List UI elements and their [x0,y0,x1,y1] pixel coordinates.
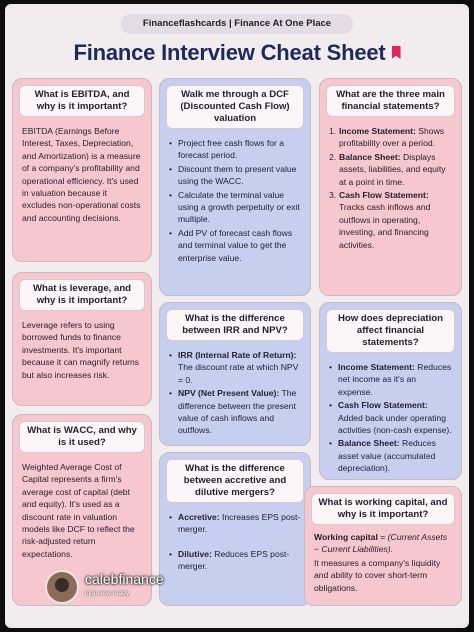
card-statements-question: What are the three main financial statements? [326,85,455,117]
list-item: 1. Income Statement: Shows profitability over a period. [329,126,445,149]
card-depreciation [319,302,462,480]
list-item: 2. Balance Sheet: Displays assets, liabilities, and equity at a point in time. [329,151,446,187]
dcf-steps [169,137,302,264]
list-item: • Balance Sheet: Reduces asset value (accumulated depreciation). [329,437,453,474]
card-ebitda-answer: EBITDA (Earnings Before Interest, Taxes, Depreciation, and Amortization) is a measure of a company's profitability and operational efficiency. It's used in valuation because it excludes non-operational costs and accounting decisions. [22,126,141,223]
page-title [5,40,469,66]
cheat-sheet-page [5,4,469,628]
list-item: • IRR (Internal Rate of Return): The discount rate at which NPV = 0. [169,349,302,386]
card-irr-npv [159,302,311,446]
creator-handle[interactable]: calebfinance [85,571,164,587]
irr-list [169,349,302,437]
card-depreciation-question: How does depreciation affect financial statements? [326,309,455,353]
depreciation-list [329,361,453,475]
list-item: • Cash Flow Statement: Added back under operating activities (non-cash expense). [329,399,453,436]
list-item: • NPV (Net Present Value): The difference between the present value of cash inflows and outflows. [169,387,302,437]
card-ebitda-question: What is EBITDA, and why is it important? [19,85,145,117]
card-statements [319,78,462,296]
list-item: • Accretive: Increases EPS post-merger. [169,511,302,536]
card-leverage-question: What is leverage, and why is it important? [19,279,145,311]
card-dcf-question: Walk me through a DCF (Discounted Cash Flow) valuation [166,85,304,129]
list-item: • Project free cash flows for a forecast period. [169,137,302,162]
mergers-list [169,511,302,573]
card-ebitda [12,78,152,262]
page-title-text: Finance Interview Cheat Sheet [73,40,386,65]
statements-list [329,125,453,251]
wc-answer: It measures a company's liquidity and ability to cover short-term obligations. [314,557,441,593]
creator-caption: interview-ready [85,590,130,597]
card-irr-question: What is the difference between IRR and NPV? [166,309,304,341]
wc-formula: Working capital = (Current Assets − Current Liabilities). [314,532,448,555]
card-leverage-answer: Leverage refers to using borrowed funds to finance investments. It's important because it can magnify returns but also increases risk. [22,320,140,380]
card-dcf [159,78,311,296]
list-item: • Income Statement: Reduces net income as it's an expense. [329,361,453,398]
card-working-capital [304,486,462,606]
card-mergers-question: What is the difference between accretive and dilutive mergers? [166,459,304,503]
list-item: • Calculate the terminal value using a growth perpetuity or exit multiple. [169,189,302,226]
list-item: • Dilutive: Reduces EPS post-merger. [169,548,302,573]
list-item: • Add PV of forecast cash flows and terminal value to get the enterprise value. [169,227,302,264]
avatar[interactable] [45,570,79,604]
card-wacc-answer: Weighted Average Cost of Capital represents a firm's average cost of capital (debt and equity). It's used as a discount rate in valuation models like DCF to reflect the risk-adjusted return expectations. [22,462,135,559]
list-item: 3. Cash Flow Statement: Tracks cash inflows and outflows in operating, investing, and financing activities. [329,190,431,250]
card-wacc-question: What is WACC, and why is it used? [19,421,145,453]
card-leverage [12,272,152,406]
card-wc-question: What is working capital, and why is it important? [311,493,455,525]
list-item: • Discount them to present value using the WACC. [169,163,302,188]
bookmark-icon [392,46,401,59]
brand-pill: Financeflashcards | Finance At One Place [121,14,353,34]
creator-overlay [45,570,291,606]
